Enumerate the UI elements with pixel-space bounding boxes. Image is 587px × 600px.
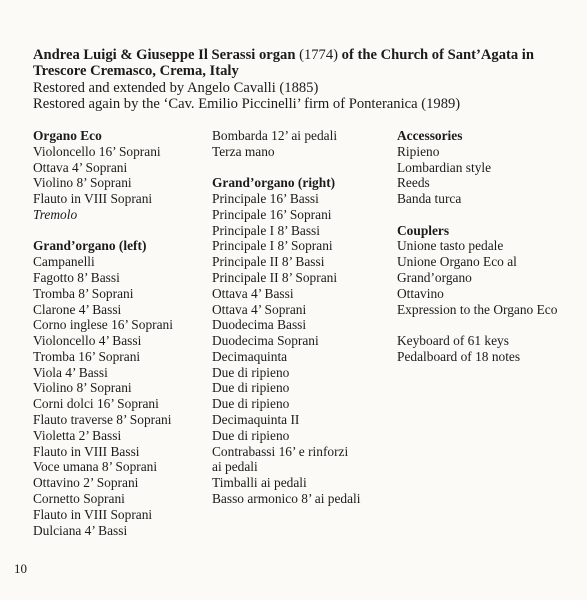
stop-item: Violino 8’ Soprani <box>33 175 132 191</box>
stop-item: Principale I 8’ Bassi <box>212 222 320 238</box>
stop-item: Due di ripieno <box>212 380 290 396</box>
stop-item: Due di ripieno <box>212 396 290 412</box>
stop-item: Ottava 4’ Bassi <box>212 285 294 301</box>
stop-item: Corno inglese 16’ Soprani <box>33 317 173 333</box>
accessory-item: Reeds <box>397 175 430 191</box>
stop-item: Duodecima Soprani <box>212 333 319 349</box>
accessory-item: Ripieno <box>397 143 440 159</box>
stop-item: Viola 4’ Bassi <box>33 364 108 380</box>
stop-item: Ottava 4’ Soprani <box>212 301 307 317</box>
coupler-item: Grand’organo <box>397 270 472 286</box>
section-heading-accessories: Accessories <box>397 128 463 143</box>
stoplist-column-3 <box>397 128 557 365</box>
title-year: (1774) <box>295 47 342 63</box>
title-line-1 <box>33 47 563 63</box>
stop-item: ai pedali <box>212 459 258 475</box>
stop-item: Basso armonico 8’ ai pedali <box>212 490 361 506</box>
stop-item: Tromba 16’ Soprani <box>33 348 141 364</box>
stop-item: Campanelli <box>33 254 95 270</box>
stoplist-column-2 <box>212 128 361 507</box>
section-gap <box>212 160 361 176</box>
coupler-item: Unione Organo Eco al <box>397 254 517 270</box>
keyboard-spec: Keyboard of 61 keys <box>397 333 509 349</box>
stop-item: Flauto traverse 8’ Soprani <box>33 412 172 428</box>
stop-item: Due di ripieno <box>212 427 290 443</box>
stop-item: Decimaquinta II <box>212 412 300 428</box>
stop-item: Violoncello 16’ Soprani <box>33 143 161 159</box>
stop-item: Timballi ai pedali <box>212 475 307 491</box>
stop-item: Principale I 8’ Soprani <box>212 238 333 254</box>
coupler-item: Expression to the Organo Eco <box>397 301 558 317</box>
stop-item: Violino 8’ Soprani <box>33 380 132 396</box>
stop-item: Violetta 2’ Bassi <box>33 427 122 443</box>
stoplist-column-1 <box>33 128 173 538</box>
stop-item: Principale II 8’ Bassi <box>212 254 325 270</box>
page-number: 10 <box>14 561 27 576</box>
stop-item-tremolo: Tremolo <box>33 206 78 222</box>
stop-item: Decimaquinta <box>212 348 288 364</box>
stop-item: Cornetto Soprani <box>33 490 125 506</box>
restored-line-2: Restored again by the ‘Cav. Emilio Piccinelli’ firm of Ponteranica (1989) <box>33 95 461 112</box>
stop-item: Flauto in VIII Bassi <box>33 443 140 459</box>
section-heading-couplers: Couplers <box>397 222 450 238</box>
stop-item: Ottava 4’ Soprani <box>33 159 128 175</box>
organ-description-header <box>33 47 563 112</box>
section-gap <box>397 317 557 333</box>
stop-item: Clarone 4’ Bassi <box>33 301 122 317</box>
stop-item: Dulciana 4’ Bassi <box>33 522 128 538</box>
restored-line-1: Restored and extended by Angelo Cavalli (1885) <box>33 79 319 96</box>
stop-item: Voce umana 8’ Soprani <box>33 459 158 475</box>
title-organ-builders: Andrea Luigi & Giuseppe Il Serassi organ <box>33 47 296 63</box>
section-gap <box>33 223 173 239</box>
stop-item: Fagotto 8’ Bassi <box>33 270 120 286</box>
coupler-item: Unione tasto pedale <box>397 238 504 254</box>
stop-item: Violoncello 4’ Bassi <box>33 333 142 349</box>
title-church: of the Church of Sant’Agata in <box>341 47 534 63</box>
stop-item: Due di ripieno <box>212 364 290 380</box>
stop-item: Terza mano <box>212 143 275 159</box>
stop-item: Contrabassi 16’ e rinforzi <box>212 443 349 459</box>
stop-item: Flauto in VIII Soprani <box>33 506 153 522</box>
accessory-item: Lombardian style <box>397 159 492 175</box>
stop-item: Flauto in VIII Soprani <box>33 191 153 207</box>
stop-item: Principale II 8’ Soprani <box>212 270 338 286</box>
stop-item: Bombarda 12’ ai pedali <box>212 128 338 143</box>
stop-item: Duodecima Bassi <box>212 317 307 333</box>
section-gap <box>397 207 557 223</box>
coupler-item: Ottavino <box>397 285 444 301</box>
section-heading-organo-eco: Organo Eco <box>33 128 102 143</box>
title-location: Trescore Cremasco, Crema, Italy <box>33 63 239 80</box>
section-heading-grand-organo-left: Grand’organo (left) <box>33 238 147 254</box>
stop-item: Corni dolci 16’ Soprani <box>33 396 159 412</box>
pedalboard-spec: Pedalboard of 18 notes <box>397 348 521 364</box>
section-heading-grand-organo-right: Grand’organo (right) <box>212 175 336 191</box>
stop-item: Principale 16’ Bassi <box>212 191 319 207</box>
accessory-item: Banda turca <box>397 191 462 207</box>
stop-item: Tromba 8’ Soprani <box>33 285 134 301</box>
stop-item: Ottavino 2’ Soprani <box>33 475 139 491</box>
stop-item: Principale 16’ Soprani <box>212 206 332 222</box>
